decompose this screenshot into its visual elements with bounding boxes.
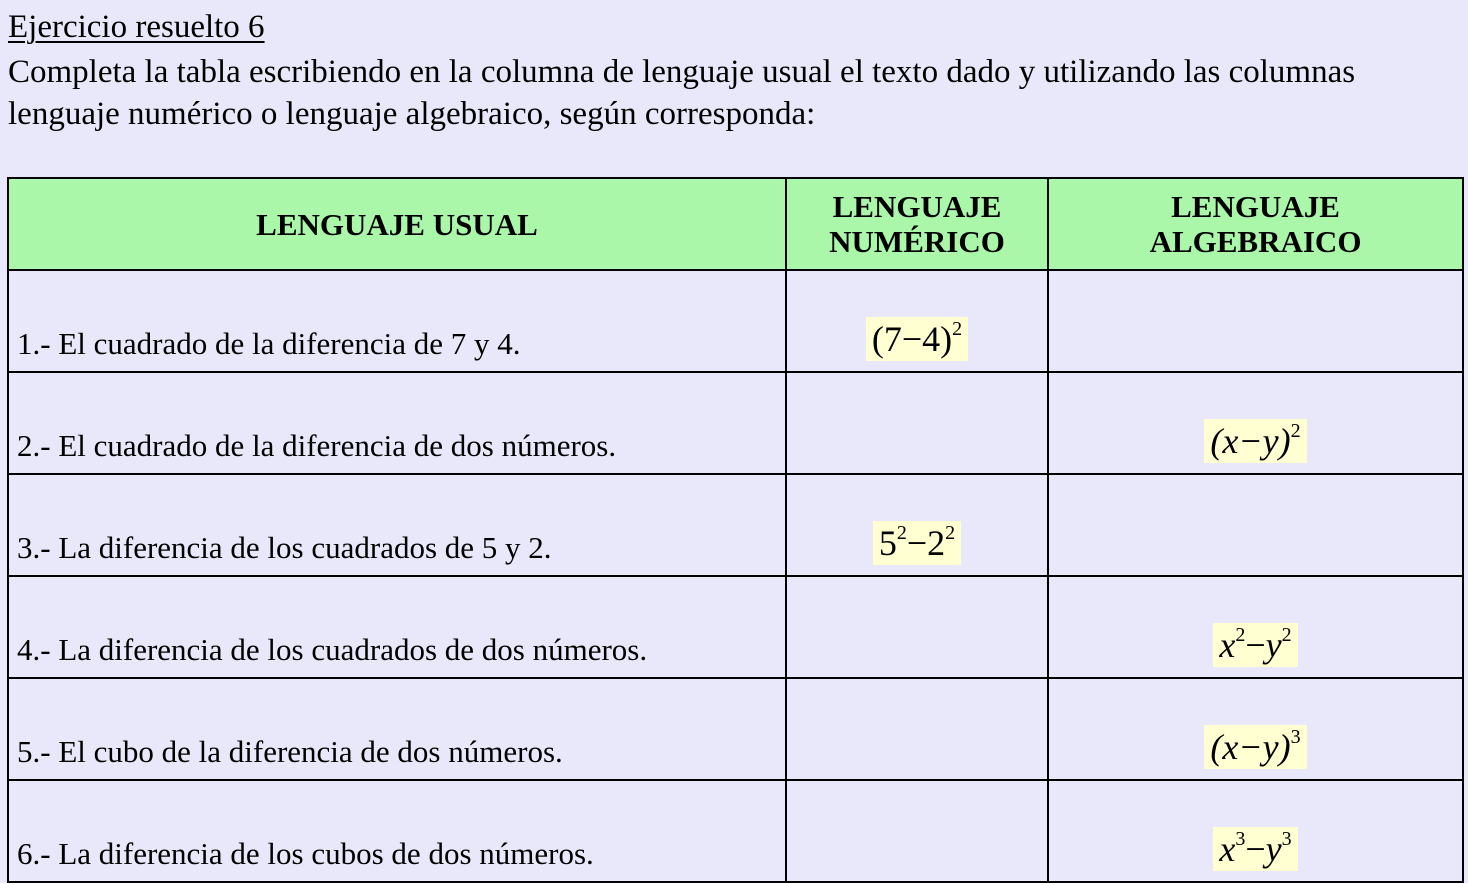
expression-exponent-a: 2 bbox=[896, 522, 907, 544]
expression-base: (x−y) bbox=[1210, 727, 1291, 767]
algebraic-expression bbox=[1204, 419, 1306, 463]
header-algebraic-line1: LENGUAJE bbox=[1171, 189, 1340, 224]
expression-exponent-a: 3 bbox=[1235, 828, 1246, 850]
algebraic-cell bbox=[1048, 474, 1463, 576]
table-row bbox=[8, 270, 1463, 372]
expression-base: (7−4) bbox=[871, 319, 953, 359]
table-row bbox=[8, 678, 1463, 780]
header-numeric bbox=[786, 178, 1048, 270]
expression-term-b: 2 bbox=[927, 523, 946, 563]
header-numeric-line2: NUMÉRICO bbox=[829, 224, 1005, 259]
numeric-cell bbox=[786, 678, 1048, 780]
header-usual bbox=[8, 178, 786, 270]
algebraic-cell bbox=[1048, 372, 1463, 474]
table-row bbox=[8, 474, 1463, 576]
table-row bbox=[8, 372, 1463, 474]
algebraic-expression bbox=[1213, 827, 1297, 871]
expression-exponent: 2 bbox=[952, 318, 963, 340]
table-row bbox=[8, 576, 1463, 678]
numeric-cell bbox=[786, 780, 1048, 882]
table-row bbox=[8, 780, 1463, 882]
language-table bbox=[7, 177, 1464, 883]
usual-text: 1.- El cuadrado de la diferencia de 7 y 4. bbox=[17, 326, 521, 361]
numeric-expression bbox=[873, 521, 961, 565]
algebraic-cell bbox=[1048, 576, 1463, 678]
expression-operator: − bbox=[906, 523, 928, 563]
header-numeric-line1: LENGUAJE bbox=[832, 189, 1002, 224]
usual-cell bbox=[8, 474, 786, 576]
expression-term-a: x bbox=[1219, 625, 1236, 665]
expression-exponent: 3 bbox=[1290, 726, 1301, 748]
usual-cell bbox=[8, 372, 786, 474]
algebraic-cell bbox=[1048, 270, 1463, 372]
instructions-text: Completa la tabla escribiendo en la columna de lenguaje usual el texto dado y utilizando las columnas lenguaje numérico o lenguaje algebraico, según corresponda: bbox=[8, 54, 1356, 132]
expression-exponent-b: 2 bbox=[945, 522, 956, 544]
table-header-row bbox=[8, 178, 1463, 270]
usual-cell bbox=[8, 270, 786, 372]
expression-term-b: y bbox=[1265, 625, 1282, 665]
usual-text: 4.- La diferencia de los cuadrados de dos números. bbox=[17, 632, 648, 667]
expression-operator: − bbox=[1245, 829, 1266, 869]
usual-text: 5.- El cubo de la diferencia de dos números. bbox=[17, 734, 563, 769]
expression-exponent-b: 3 bbox=[1281, 828, 1292, 850]
header-algebraic-line2: ALGEBRAICO bbox=[1149, 224, 1362, 259]
algebraic-expression bbox=[1204, 725, 1306, 769]
usual-text: 3.- La diferencia de los cuadrados de 5 y 2. bbox=[17, 530, 552, 565]
expression-exponent-a: 2 bbox=[1235, 624, 1246, 646]
numeric-cell bbox=[786, 372, 1048, 474]
algebraic-cell bbox=[1048, 780, 1463, 882]
exercise-title: Ejercicio resuelto 6 bbox=[8, 9, 265, 45]
usual-cell bbox=[8, 780, 786, 882]
algebraic-cell bbox=[1048, 678, 1463, 780]
expression-exponent-b: 2 bbox=[1281, 624, 1292, 646]
expression-term-a: 5 bbox=[878, 523, 897, 563]
expression-term-b: y bbox=[1265, 829, 1282, 869]
usual-text: 2.- El cuadrado de la diferencia de dos números. bbox=[17, 428, 617, 463]
usual-text: 6.- La diferencia de los cubos de dos números. bbox=[17, 836, 594, 871]
numeric-cell bbox=[786, 576, 1048, 678]
numeric-cell bbox=[786, 270, 1048, 372]
expression-base: (x−y) bbox=[1210, 421, 1291, 461]
header-algebraic bbox=[1048, 178, 1463, 270]
expression-operator: − bbox=[1245, 625, 1266, 665]
numeric-expression bbox=[866, 317, 968, 361]
expression-term-a: x bbox=[1219, 829, 1236, 869]
usual-cell bbox=[8, 576, 786, 678]
expression-exponent: 2 bbox=[1290, 420, 1301, 442]
header-usual-label: LENGUAJE USUAL bbox=[256, 206, 538, 242]
numeric-cell bbox=[786, 474, 1048, 576]
usual-cell bbox=[8, 678, 786, 780]
algebraic-expression bbox=[1213, 623, 1297, 667]
